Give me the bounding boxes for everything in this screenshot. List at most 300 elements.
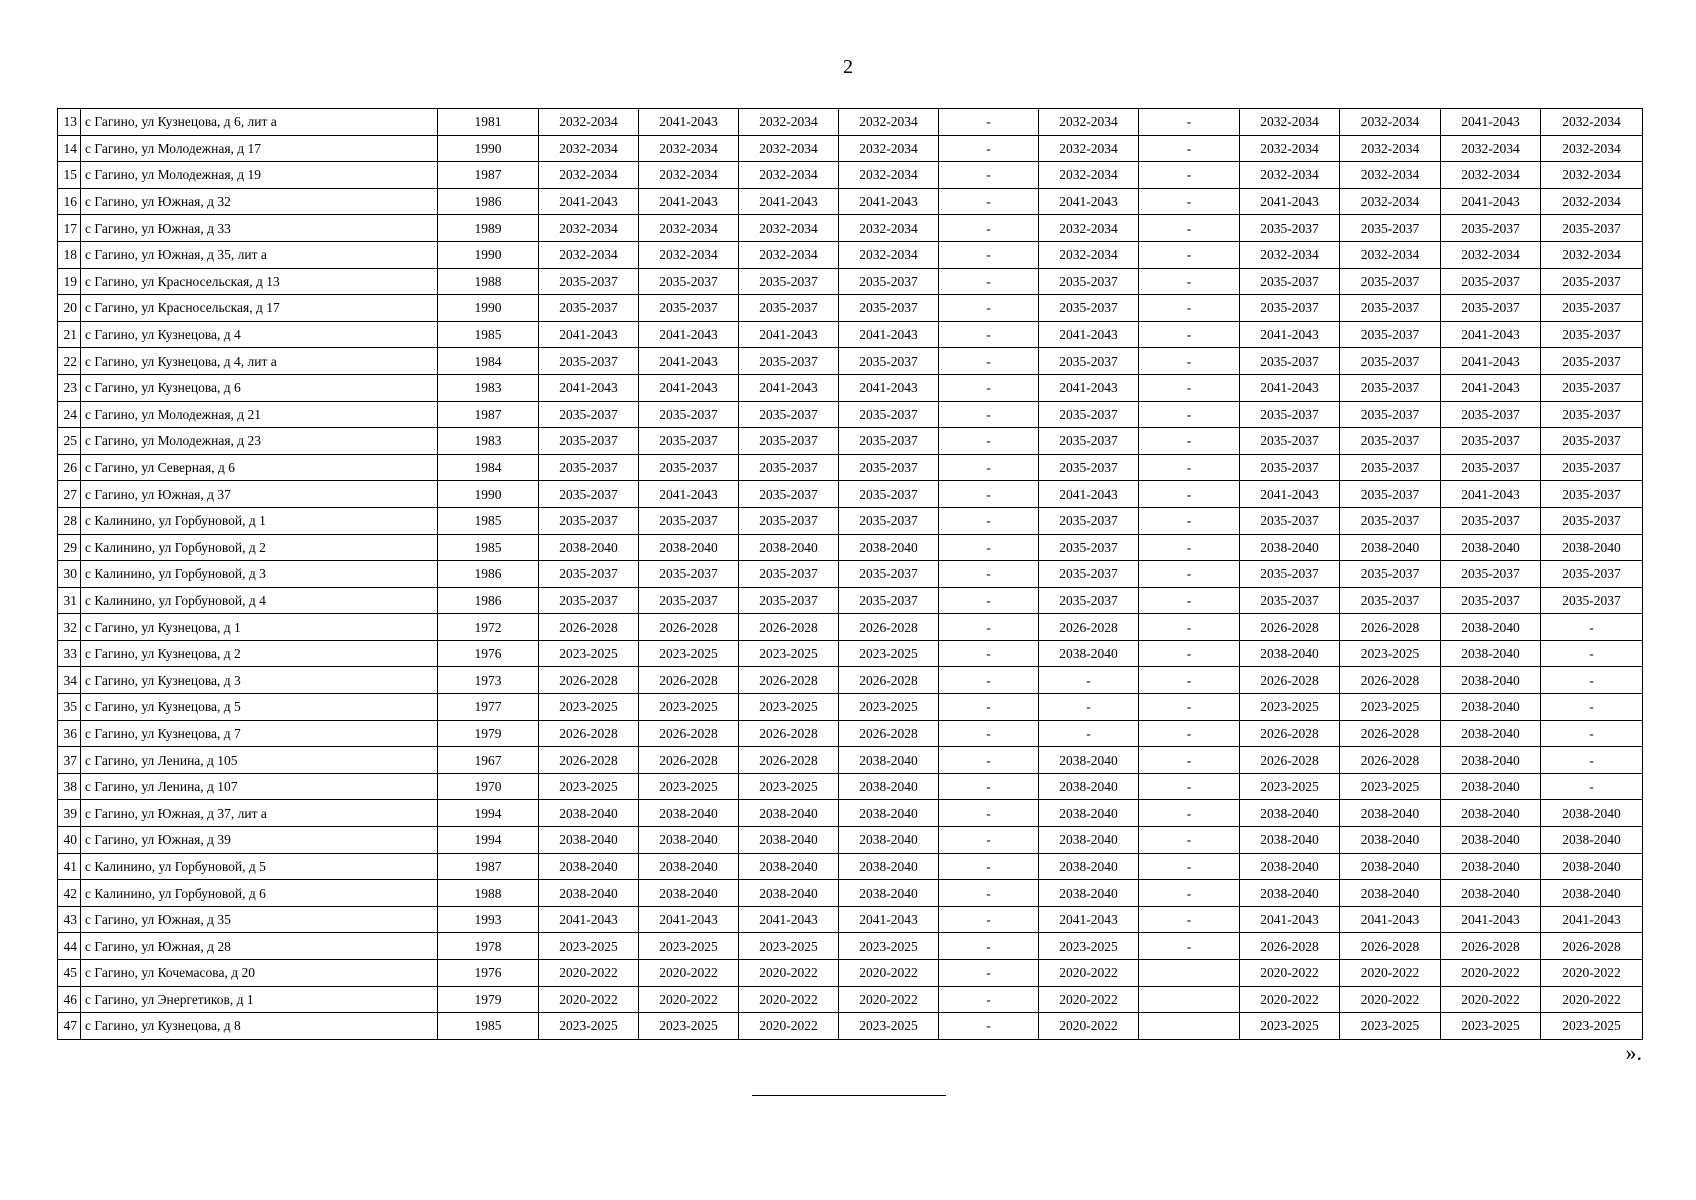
period-cell: 2026-2028 xyxy=(539,747,639,774)
year-built-cell: 1987 xyxy=(438,853,539,880)
period-cell: 2038-2040 xyxy=(1541,880,1643,907)
period-cell: - xyxy=(1139,507,1240,534)
period-cell: - xyxy=(1541,667,1643,694)
period-cell: 2035-2037 xyxy=(739,401,839,428)
period-cell: - xyxy=(1139,640,1240,667)
period-cell: 2023-2025 xyxy=(639,933,739,960)
period-cell: 2038-2040 xyxy=(1441,640,1541,667)
period-cell: - xyxy=(1139,135,1240,162)
address-cell: с Гагино, ул Кузнецова, д 4 xyxy=(81,321,438,348)
period-cell: - xyxy=(1139,906,1240,933)
year-built-cell: 1984 xyxy=(438,454,539,481)
period-cell: 2035-2037 xyxy=(1340,454,1441,481)
period-cell: 2035-2037 xyxy=(1039,428,1139,455)
row-number-cell: 44 xyxy=(58,933,81,960)
period-cell: 2041-2043 xyxy=(839,188,939,215)
period-cell: 2041-2043 xyxy=(739,321,839,348)
table-row xyxy=(58,507,1643,534)
period-cell: 2035-2037 xyxy=(539,268,639,295)
period-cell: - xyxy=(939,880,1039,907)
period-cell: 2032-2034 xyxy=(1541,109,1643,136)
row-number-cell: 42 xyxy=(58,880,81,907)
period-cell: - xyxy=(939,348,1039,375)
period-cell: 2026-2028 xyxy=(1240,667,1340,694)
period-cell: - xyxy=(939,827,1039,854)
year-built-cell: 1986 xyxy=(438,188,539,215)
table-row xyxy=(58,295,1643,322)
address-cell: с Гагино, ул Ленина, д 105 xyxy=(81,747,438,774)
row-number-cell: 13 xyxy=(58,109,81,136)
period-cell: - xyxy=(1139,268,1240,295)
period-cell: 2023-2025 xyxy=(839,1013,939,1040)
period-cell: 2035-2037 xyxy=(1541,587,1643,614)
period-cell: 2038-2040 xyxy=(1441,853,1541,880)
period-cell: 2020-2022 xyxy=(539,986,639,1013)
period-cell: 2035-2037 xyxy=(639,587,739,614)
period-cell: 2020-2022 xyxy=(539,960,639,987)
period-cell: 2038-2040 xyxy=(639,880,739,907)
period-cell: - xyxy=(939,1013,1039,1040)
period-cell: 2035-2037 xyxy=(839,587,939,614)
period-cell: - xyxy=(939,162,1039,189)
period-cell: 2035-2037 xyxy=(739,507,839,534)
period-cell: 2035-2037 xyxy=(1541,215,1643,242)
period-cell: 2020-2022 xyxy=(739,1013,839,1040)
period-cell: 2035-2037 xyxy=(1541,428,1643,455)
period-cell: 2035-2037 xyxy=(1541,295,1643,322)
period-cell: 2032-2034 xyxy=(1541,188,1643,215)
address-cell: с Гагино, ул Красносельская, д 17 xyxy=(81,295,438,322)
period-cell: 2026-2028 xyxy=(1541,933,1643,960)
table-row xyxy=(58,401,1643,428)
period-cell xyxy=(1139,960,1240,987)
period-cell: 2032-2034 xyxy=(739,162,839,189)
address-cell: с Гагино, ул Южная, д 33 xyxy=(81,215,438,242)
period-cell: 2041-2043 xyxy=(1441,321,1541,348)
year-built-cell: 1990 xyxy=(438,295,539,322)
period-cell: 2032-2034 xyxy=(1340,241,1441,268)
year-built-cell: 1984 xyxy=(438,348,539,375)
period-cell: 2026-2028 xyxy=(539,667,639,694)
period-cell: 2023-2025 xyxy=(839,933,939,960)
address-cell: с Гагино, ул Энергетиков, д 1 xyxy=(81,986,438,1013)
period-cell: 2032-2034 xyxy=(539,135,639,162)
table-row xyxy=(58,720,1643,747)
row-number-cell: 21 xyxy=(58,321,81,348)
period-cell: 2041-2043 xyxy=(639,348,739,375)
period-cell: 2038-2040 xyxy=(839,880,939,907)
period-cell: - xyxy=(939,109,1039,136)
period-cell: 2032-2034 xyxy=(1240,241,1340,268)
table-row xyxy=(58,321,1643,348)
row-number-cell: 19 xyxy=(58,268,81,295)
period-cell: 2035-2037 xyxy=(539,401,639,428)
address-cell: с Гагино, ул Южная, д 28 xyxy=(81,933,438,960)
period-cell: 2032-2034 xyxy=(1240,162,1340,189)
row-number-cell: 45 xyxy=(58,960,81,987)
period-cell: - xyxy=(939,534,1039,561)
period-cell: 2035-2037 xyxy=(839,295,939,322)
period-cell: 2041-2043 xyxy=(539,906,639,933)
period-cell: - xyxy=(1139,321,1240,348)
period-cell: - xyxy=(1139,374,1240,401)
period-cell: 2038-2040 xyxy=(1541,853,1643,880)
period-cell: 2035-2037 xyxy=(539,428,639,455)
address-cell: с Калинино, ул Горбуновой, д 3 xyxy=(81,561,438,588)
period-cell: 2035-2037 xyxy=(639,507,739,534)
period-cell: 2035-2037 xyxy=(1340,215,1441,242)
year-built-cell: 1986 xyxy=(438,561,539,588)
table-row xyxy=(58,135,1643,162)
period-cell: 2038-2040 xyxy=(639,534,739,561)
period-cell: 2035-2037 xyxy=(1441,561,1541,588)
row-number-cell: 41 xyxy=(58,853,81,880)
period-cell: 2038-2040 xyxy=(1340,827,1441,854)
table-row xyxy=(58,561,1643,588)
period-cell: 2035-2037 xyxy=(839,481,939,508)
period-cell: 2038-2040 xyxy=(1240,827,1340,854)
period-cell: 2035-2037 xyxy=(1441,507,1541,534)
period-cell: 2032-2034 xyxy=(539,109,639,136)
period-cell: - xyxy=(1139,215,1240,242)
address-cell: с Гагино, ул Молодежная, д 21 xyxy=(81,401,438,428)
period-cell: 2035-2037 xyxy=(1340,587,1441,614)
address-cell: с Гагино, ул Ленина, д 107 xyxy=(81,773,438,800)
address-cell: с Гагино, ул Южная, д 39 xyxy=(81,827,438,854)
year-built-cell: 1970 xyxy=(438,773,539,800)
year-built-cell: 1990 xyxy=(438,241,539,268)
period-cell: - xyxy=(939,906,1039,933)
period-cell: 2038-2040 xyxy=(1441,880,1541,907)
row-number-cell: 39 xyxy=(58,800,81,827)
period-cell: 2032-2034 xyxy=(1039,162,1139,189)
period-cell: 2035-2037 xyxy=(539,454,639,481)
row-number-cell: 24 xyxy=(58,401,81,428)
period-cell: - xyxy=(1139,667,1240,694)
address-cell: с Гагино, ул Кузнецова, д 4, лит а xyxy=(81,348,438,375)
period-cell: 2035-2037 xyxy=(1240,507,1340,534)
period-cell: 2026-2028 xyxy=(1240,747,1340,774)
period-cell: 2038-2040 xyxy=(1240,534,1340,561)
table-row xyxy=(58,215,1643,242)
table-row xyxy=(58,827,1643,854)
period-cell: - xyxy=(1139,561,1240,588)
row-number-cell: 46 xyxy=(58,986,81,1013)
period-cell: - xyxy=(939,933,1039,960)
period-cell: 2035-2037 xyxy=(1240,561,1340,588)
period-cell: 2026-2028 xyxy=(739,667,839,694)
period-cell: - xyxy=(939,401,1039,428)
period-cell: - xyxy=(939,640,1039,667)
table-row xyxy=(58,268,1643,295)
period-cell: 2038-2040 xyxy=(1340,853,1441,880)
period-cell: 2035-2037 xyxy=(1340,348,1441,375)
period-cell: 2020-2022 xyxy=(1541,960,1643,987)
year-built-cell: 1989 xyxy=(438,215,539,242)
period-cell: 2038-2040 xyxy=(839,800,939,827)
period-cell: 2038-2040 xyxy=(1340,534,1441,561)
period-cell: - xyxy=(939,241,1039,268)
period-cell: 2035-2037 xyxy=(1340,507,1441,534)
row-number-cell: 47 xyxy=(58,1013,81,1040)
row-number-cell: 23 xyxy=(58,374,81,401)
period-cell: 2035-2037 xyxy=(739,454,839,481)
period-cell: 2038-2040 xyxy=(1441,667,1541,694)
year-built-cell: 1976 xyxy=(438,960,539,987)
period-cell: 2041-2043 xyxy=(1441,348,1541,375)
period-cell: 2023-2025 xyxy=(1240,1013,1340,1040)
period-cell: - xyxy=(1139,401,1240,428)
period-cell: - xyxy=(1139,428,1240,455)
address-cell: с Гагино, ул Северная, д 6 xyxy=(81,454,438,481)
period-cell: 2035-2037 xyxy=(1541,561,1643,588)
year-built-cell: 1985 xyxy=(438,534,539,561)
period-cell: 2035-2037 xyxy=(639,561,739,588)
period-cell: 2026-2028 xyxy=(1340,667,1441,694)
period-cell: 2032-2034 xyxy=(1039,135,1139,162)
period-cell: 2038-2040 xyxy=(1240,853,1340,880)
period-cell: 2035-2037 xyxy=(539,507,639,534)
period-cell: 2020-2022 xyxy=(1240,960,1340,987)
period-cell: - xyxy=(1541,694,1643,721)
period-cell: 2038-2040 xyxy=(1340,800,1441,827)
overhaul-schedule-table-wrapper xyxy=(57,108,1642,1040)
period-cell: 2038-2040 xyxy=(1039,800,1139,827)
closing-quote-mark: ». xyxy=(1625,1040,1642,1065)
period-cell: 2032-2034 xyxy=(1340,109,1441,136)
period-cell: 2032-2034 xyxy=(1240,109,1340,136)
period-cell: 2035-2037 xyxy=(1240,348,1340,375)
period-cell: 2038-2040 xyxy=(739,880,839,907)
year-built-cell: 1994 xyxy=(438,827,539,854)
period-cell: 2038-2040 xyxy=(1039,640,1139,667)
row-number-cell: 16 xyxy=(58,188,81,215)
address-cell: с Гагино, ул Южная, д 32 xyxy=(81,188,438,215)
period-cell: 2041-2043 xyxy=(1039,374,1139,401)
period-cell: 2035-2037 xyxy=(839,561,939,588)
period-cell: 2035-2037 xyxy=(1541,321,1643,348)
period-cell: 2041-2043 xyxy=(839,906,939,933)
table-row xyxy=(58,747,1643,774)
period-cell: - xyxy=(1039,720,1139,747)
period-cell: 2035-2037 xyxy=(739,295,839,322)
period-cell: 2035-2037 xyxy=(1340,401,1441,428)
period-cell: 2041-2043 xyxy=(639,374,739,401)
period-cell: - xyxy=(1139,773,1240,800)
period-cell: 2038-2040 xyxy=(539,880,639,907)
period-cell: 2020-2022 xyxy=(1441,960,1541,987)
period-cell: 2026-2028 xyxy=(839,720,939,747)
period-cell: 2041-2043 xyxy=(739,374,839,401)
period-cell: 2035-2037 xyxy=(1541,268,1643,295)
period-cell: 2038-2040 xyxy=(539,853,639,880)
address-cell: с Гагино, ул Кузнецова, д 3 xyxy=(81,667,438,694)
address-cell: с Гагино, ул Южная, д 37, лит а xyxy=(81,800,438,827)
period-cell: - xyxy=(939,667,1039,694)
year-built-cell: 1983 xyxy=(438,428,539,455)
period-cell: 2032-2034 xyxy=(1441,162,1541,189)
period-cell: 2035-2037 xyxy=(1340,268,1441,295)
period-cell: 2020-2022 xyxy=(839,986,939,1013)
period-cell: 2032-2034 xyxy=(739,109,839,136)
period-cell: 2020-2022 xyxy=(1039,986,1139,1013)
period-cell: - xyxy=(939,960,1039,987)
address-cell: с Гагино, ул Молодежная, д 23 xyxy=(81,428,438,455)
period-cell: 2041-2043 xyxy=(639,188,739,215)
period-cell: 2035-2037 xyxy=(1240,215,1340,242)
period-cell: 2038-2040 xyxy=(1039,853,1139,880)
year-built-cell: 1978 xyxy=(438,933,539,960)
period-cell: - xyxy=(1139,614,1240,641)
period-cell: 2038-2040 xyxy=(539,800,639,827)
period-cell: - xyxy=(939,747,1039,774)
period-cell: 2032-2034 xyxy=(639,162,739,189)
period-cell: 2032-2034 xyxy=(1039,215,1139,242)
table-row xyxy=(58,162,1643,189)
address-cell: с Гагино, ул Кочемасова, д 20 xyxy=(81,960,438,987)
table-row xyxy=(58,640,1643,667)
period-cell: 2041-2043 xyxy=(1039,321,1139,348)
period-cell: 2035-2037 xyxy=(1240,295,1340,322)
period-cell: 2038-2040 xyxy=(1441,773,1541,800)
row-number-cell: 26 xyxy=(58,454,81,481)
period-cell: 2038-2040 xyxy=(839,827,939,854)
period-cell: 2023-2025 xyxy=(1441,1013,1541,1040)
period-cell: 2032-2034 xyxy=(1039,241,1139,268)
period-cell: 2035-2037 xyxy=(1240,268,1340,295)
period-cell: - xyxy=(1139,295,1240,322)
row-number-cell: 33 xyxy=(58,640,81,667)
period-cell: - xyxy=(1139,162,1240,189)
period-cell: 2041-2043 xyxy=(1039,481,1139,508)
address-cell: с Гагино, ул Кузнецова, д 8 xyxy=(81,1013,438,1040)
period-cell: - xyxy=(1139,534,1240,561)
table-row xyxy=(58,348,1643,375)
period-cell: 2038-2040 xyxy=(739,800,839,827)
period-cell: 2035-2037 xyxy=(1039,587,1139,614)
period-cell: - xyxy=(1139,880,1240,907)
period-cell: 2038-2040 xyxy=(639,853,739,880)
table-row xyxy=(58,986,1643,1013)
period-cell: 2041-2043 xyxy=(639,906,739,933)
period-cell: 2035-2037 xyxy=(1039,348,1139,375)
period-cell: 2035-2037 xyxy=(1541,401,1643,428)
period-cell: 2038-2040 xyxy=(1541,800,1643,827)
period-cell: 2026-2028 xyxy=(539,720,639,747)
period-cell: 2035-2037 xyxy=(1240,428,1340,455)
table-body xyxy=(58,109,1643,1040)
period-cell: 2035-2037 xyxy=(1441,268,1541,295)
period-cell: - xyxy=(939,215,1039,242)
period-cell: 2038-2040 xyxy=(839,747,939,774)
year-built-cell: 1994 xyxy=(438,800,539,827)
address-cell: с Гагино, ул Кузнецова, д 5 xyxy=(81,694,438,721)
page-number: 2 xyxy=(843,56,853,78)
period-cell: 2038-2040 xyxy=(1441,694,1541,721)
period-cell: 2023-2025 xyxy=(739,640,839,667)
year-built-cell: 1988 xyxy=(438,880,539,907)
period-cell: 2041-2043 xyxy=(1039,188,1139,215)
period-cell: 2035-2037 xyxy=(1340,321,1441,348)
period-cell: - xyxy=(1541,640,1643,667)
period-cell: - xyxy=(939,374,1039,401)
table-row xyxy=(58,1013,1643,1040)
period-cell: 2041-2043 xyxy=(739,188,839,215)
period-cell: 2038-2040 xyxy=(839,853,939,880)
period-cell: 2020-2022 xyxy=(1441,986,1541,1013)
period-cell: 2032-2034 xyxy=(1541,135,1643,162)
row-number-cell: 22 xyxy=(58,348,81,375)
period-cell: - xyxy=(939,268,1039,295)
year-built-cell: 1987 xyxy=(438,162,539,189)
period-cell: 2026-2028 xyxy=(639,747,739,774)
period-cell: 2035-2037 xyxy=(539,587,639,614)
table-row xyxy=(58,667,1643,694)
table-row xyxy=(58,853,1643,880)
period-cell: - xyxy=(1139,720,1240,747)
table-row xyxy=(58,960,1643,987)
row-number-cell: 43 xyxy=(58,906,81,933)
period-cell: 2026-2028 xyxy=(1340,720,1441,747)
period-cell: 2035-2037 xyxy=(539,561,639,588)
period-cell: 2035-2037 xyxy=(739,428,839,455)
period-cell: 2035-2037 xyxy=(1240,454,1340,481)
address-cell: с Гагино, ул Красносельская, д 13 xyxy=(81,268,438,295)
period-cell: 2041-2043 xyxy=(839,321,939,348)
row-number-cell: 35 xyxy=(58,694,81,721)
period-cell: - xyxy=(939,454,1039,481)
period-cell: 2035-2037 xyxy=(539,481,639,508)
period-cell: - xyxy=(939,321,1039,348)
period-cell: 2035-2037 xyxy=(639,401,739,428)
period-cell: 2041-2043 xyxy=(1441,906,1541,933)
period-cell: 2026-2028 xyxy=(639,720,739,747)
period-cell: 2026-2028 xyxy=(1039,614,1139,641)
period-cell: - xyxy=(1139,694,1240,721)
period-cell: 2041-2043 xyxy=(639,481,739,508)
period-cell: 2038-2040 xyxy=(1039,747,1139,774)
period-cell: 2035-2037 xyxy=(639,268,739,295)
row-number-cell: 29 xyxy=(58,534,81,561)
period-cell: 2038-2040 xyxy=(1441,800,1541,827)
period-cell: 2032-2034 xyxy=(839,241,939,268)
period-cell: 2041-2043 xyxy=(1240,321,1340,348)
year-built-cell: 1993 xyxy=(438,906,539,933)
period-cell: 2023-2025 xyxy=(1340,773,1441,800)
period-cell: 2026-2028 xyxy=(739,614,839,641)
year-built-cell: 1979 xyxy=(438,986,539,1013)
period-cell: 2032-2034 xyxy=(739,241,839,268)
period-cell: - xyxy=(939,800,1039,827)
period-cell: 2023-2025 xyxy=(539,773,639,800)
year-built-cell: 1985 xyxy=(438,321,539,348)
period-cell: 2026-2028 xyxy=(1240,614,1340,641)
table-row xyxy=(58,880,1643,907)
period-cell: 2035-2037 xyxy=(1039,401,1139,428)
period-cell: 2032-2034 xyxy=(839,109,939,136)
year-built-cell: 1987 xyxy=(438,401,539,428)
period-cell: 2023-2025 xyxy=(639,773,739,800)
period-cell: 2038-2040 xyxy=(1441,534,1541,561)
period-cell: 2035-2037 xyxy=(1340,295,1441,322)
address-cell: с Гагино, ул Кузнецова, д 2 xyxy=(81,640,438,667)
period-cell: 2035-2037 xyxy=(1340,374,1441,401)
period-cell: 2026-2028 xyxy=(1240,720,1340,747)
period-cell: 2035-2037 xyxy=(1441,587,1541,614)
period-cell: 2032-2034 xyxy=(1441,135,1541,162)
year-built-cell: 1988 xyxy=(438,268,539,295)
period-cell: 2035-2037 xyxy=(739,481,839,508)
